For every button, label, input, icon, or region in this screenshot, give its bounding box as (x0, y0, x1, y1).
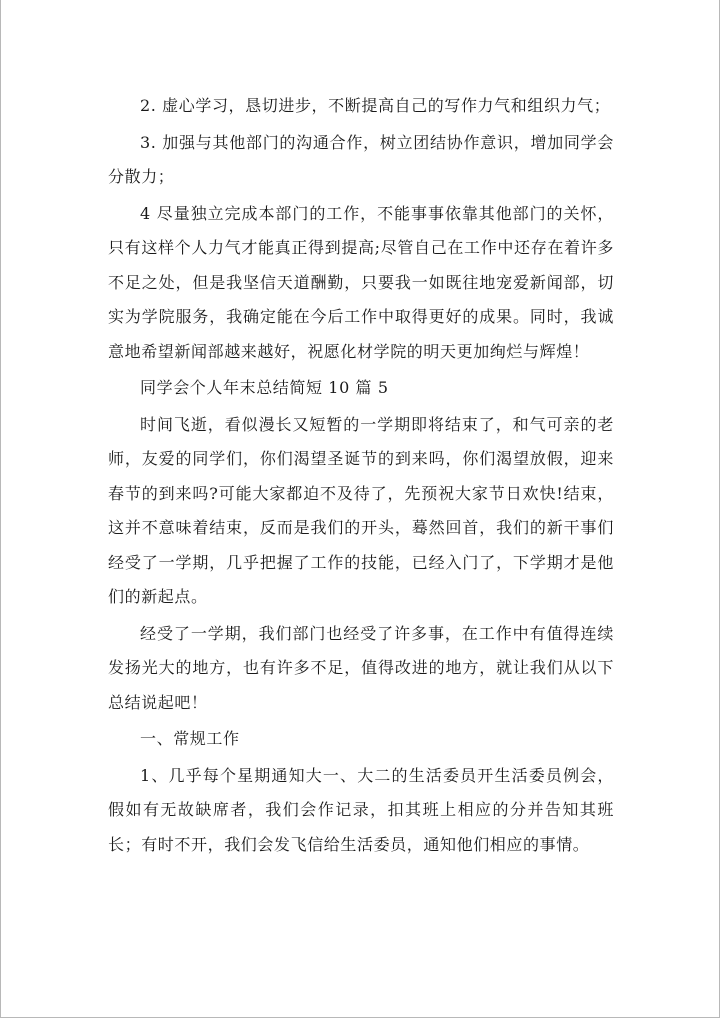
paragraph-item-2: 2. 虚心学习，恳切进步，不断提高自己的写作力气和组织力气； (140, 96, 611, 115)
section-title: 同学会个人年末总结简短 10 篇 5 (140, 378, 389, 397)
paragraph-routine-item-1: 1、几乎每个星期通知大一、大二的生活委员开生活委员例会，假如有无故缺席者，我们会作记录，扣其班上相应的分并告知其班长；有时不开，我们会发飞信给生活委员，通知他们相应的事情。 (108, 765, 614, 854)
section-heading-routine-work: 一、常规工作 (140, 729, 240, 748)
paragraph-intro: 时间飞逝，看似漫长又短暂的一学期即将结束了，和气可亲的老师，友爱的同学们，你们渴望圣诞节的到来吗，你们渴望放假，迎来春节的到来吗?可能大家都迫不及待了，先预祝大家节日欢快!结束，这并不意味着结束，反而是我们的开头，蓦然回首，我们的新干事们经受了一学期，几乎把握了工作的技能，已经入门了，下学期才是他们的新起点。 (108, 414, 614, 606)
document-body (108, 89, 614, 862)
paragraph-item-3: 3. 加强与其他部门的沟通合作，树立团结协作意识，增加同学会分散力； (108, 132, 614, 186)
paragraph-item-4: 4 尽量独立完成本部门的工作，不能事事依靠其他部门的关怀，只有这样个人力气才能真正得到提高;尽管自己在工作中还存在着许多不足之处，但是我坚信天道酬勤，只要我一如既往地宠爱新闻部，切实为学院服务，我确定能在今后工作中取得更好的成果。同时，我诚意地希望新闻部越来越好，祝愿化材学院的明天更加绚烂与辉煌！ (108, 203, 614, 361)
paragraph-summary: 经受了一学期，我们部门也经受了许多事，在工作中有值得连续发扬光大的地方，也有许多不足，值得改进的地方，就让我们从以下总结说起吧！ (108, 623, 614, 712)
